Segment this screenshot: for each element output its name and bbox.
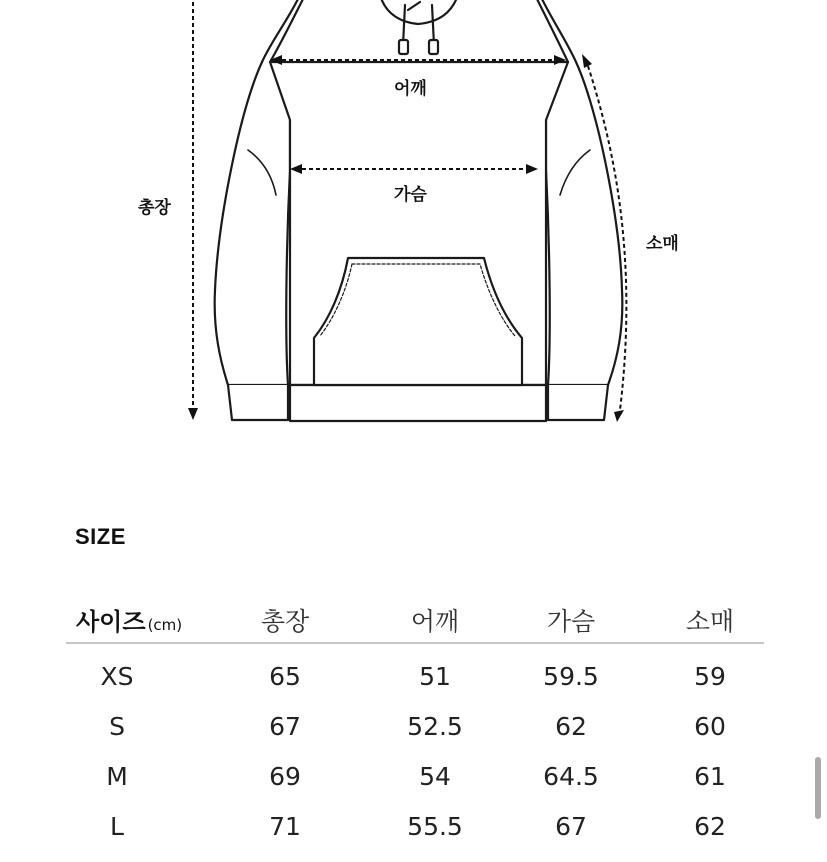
table-row [0, 662, 827, 712]
table-row [0, 712, 827, 762]
table-row [0, 812, 827, 862]
cell-chest: 67 [555, 812, 587, 841]
table-header-row [0, 590, 827, 640]
cell-size: S [109, 712, 125, 741]
sleeve-label: 소매 [646, 234, 679, 254]
table-body [0, 662, 827, 862]
cell-shoulder: 52.5 [407, 712, 463, 741]
cell-length: 67 [269, 712, 301, 741]
cell-sleeve: 62 [694, 812, 726, 841]
cell-length: 71 [269, 812, 301, 841]
scrollbar[interactable] [815, 757, 821, 819]
cell-chest: 59.5 [543, 662, 599, 691]
cell-length: 65 [269, 662, 301, 691]
cell-size: L [110, 812, 124, 841]
cell-chest: 62 [555, 712, 587, 741]
header-size-label: 사이즈 [76, 608, 146, 636]
header-size [76, 602, 182, 637]
cell-sleeve: 61 [694, 762, 726, 791]
header-shoulder: 어깨 [410, 607, 460, 636]
header-sleeve: 소매 [685, 607, 735, 636]
cell-size: XS [100, 662, 134, 691]
cell-shoulder: 55.5 [407, 812, 463, 841]
size-section-title: SIZE [75, 524, 126, 549]
cell-size: M [106, 762, 128, 791]
shoulder-label: 어깨 [394, 79, 427, 99]
table-row [0, 762, 827, 812]
header-chest: 가슴 [546, 607, 596, 636]
cell-shoulder: 54 [419, 762, 451, 791]
header-divider [66, 642, 764, 644]
total-length-label: 총장 [138, 198, 171, 218]
chest-label: 가슴 [394, 185, 427, 205]
header-unit: (cm) [147, 616, 183, 634]
cell-length: 69 [269, 762, 301, 791]
cell-sleeve: 59 [694, 662, 726, 691]
header-length: 총장 [260, 607, 310, 636]
cell-chest: 64.5 [543, 762, 599, 791]
cell-shoulder: 51 [419, 662, 451, 691]
cell-sleeve: 60 [694, 712, 726, 741]
size-table [0, 590, 827, 640]
